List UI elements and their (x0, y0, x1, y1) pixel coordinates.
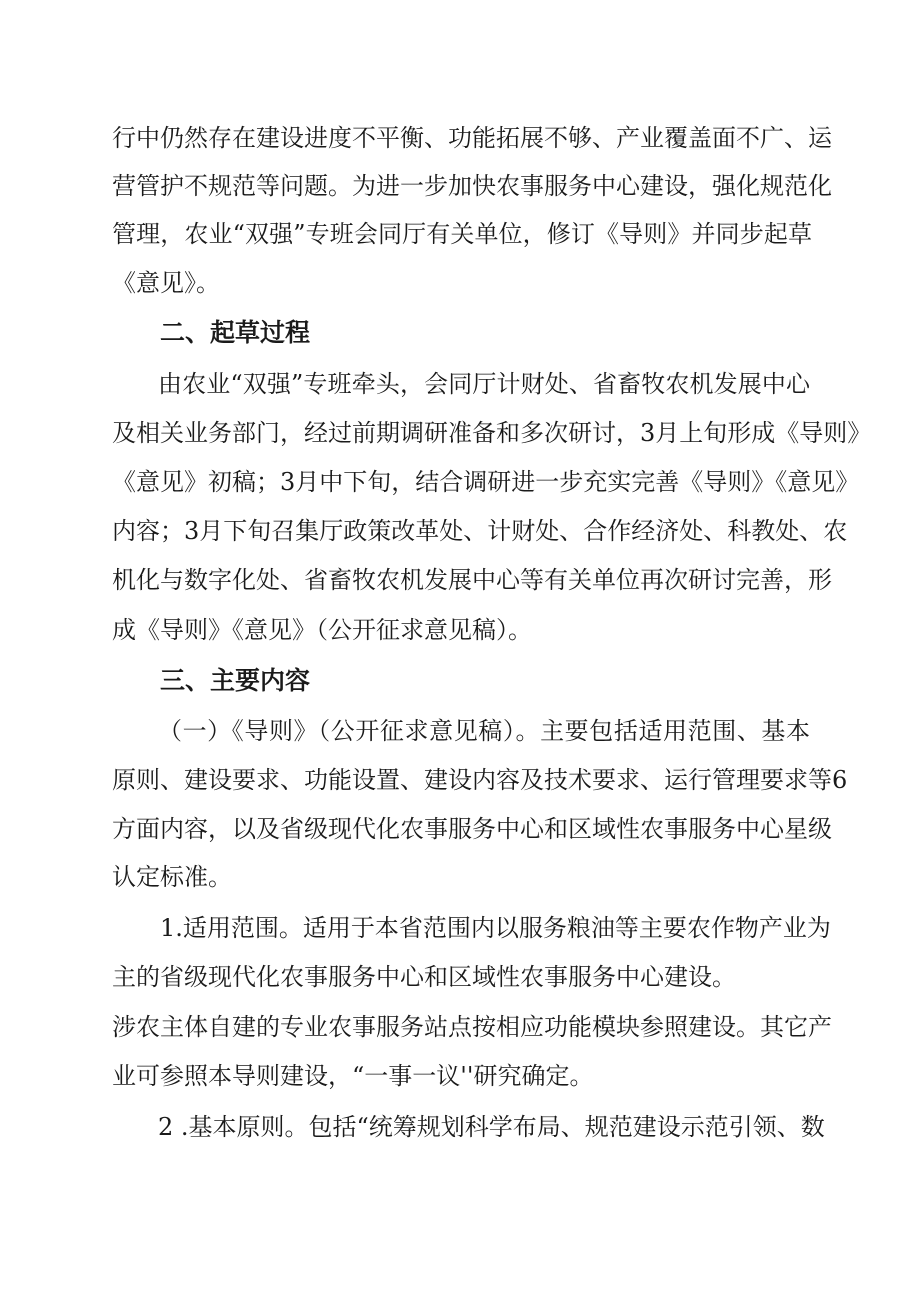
paragraph-line: 营管护不规范等问题。为进一步加快农事服务中心建设，强化规范化 (112, 172, 832, 200)
paragraph-line: （一）《导则》（公开征求意见稿）。主要包括适用范围、基本 (158, 717, 810, 745)
paragraph-line: 2 .基本原则。包括“统筹规划科学布局、规范建设示范引领、数 (158, 1113, 825, 1141)
paragraph-line: 《意见》初稿；3月中下旬，结合调研进一步充实完善《导则》《意见》 (112, 468, 860, 496)
paragraph-line: 管理，农业“双强”专班会同厅有关单位，修订《导则》并同步起草 (112, 220, 812, 248)
paragraph-line: 《意见》。 (112, 269, 220, 297)
paragraph-line: 方面内容，以及省级现代化农事服务中心和区域性农事服务中心星级 (112, 815, 832, 843)
paragraph-line: 涉农主体自建的专业农事服务站点按相应功能模块参照建设。其它产 (112, 1013, 832, 1041)
paragraph-line: 认定标准。 (112, 863, 232, 891)
paragraph-line: 主的省级现代化农事服务中心和区域性农事服务中心建设。 (112, 963, 736, 991)
paragraph-line: 内容；3月下旬召集厅政策改革处、计财处、合作经济处、科教处、农 (112, 517, 848, 545)
paragraph-line: 原则、建设要求、功能设置、建设内容及技术要求、运行管理要求等6 (112, 766, 848, 794)
paragraph-line: 行中仍然存在建设进度不平衡、功能拓展不够、产业覆盖面不广、运 (112, 124, 832, 152)
paragraph-line: 1.适用范围。适用于本省范围内以服务粮油等主要农作物产业为 (160, 914, 831, 942)
paragraph-line: 由农业“双强”专班牵头，会同厅计财处、省畜牧农机发展中心 (158, 370, 810, 398)
paragraph-line: 业可参照本导则建设，“一事一议''研究确定。 (112, 1062, 594, 1090)
paragraph-line: 机化与数字化处、省畜牧农机发展中心等有关单位再次研讨完善，形 (112, 566, 832, 594)
paragraph-line: 成《导则》《意见》（公开征求意见稿）。 (112, 616, 532, 644)
paragraph-line: 及相关业务部门，经过前期调研准备和多次研讨，3月上旬形成《导则》 (112, 419, 872, 447)
section-heading-main-content: 三、主要内容 (160, 666, 311, 695)
section-heading-drafting: 二、起草过程 (160, 318, 311, 347)
